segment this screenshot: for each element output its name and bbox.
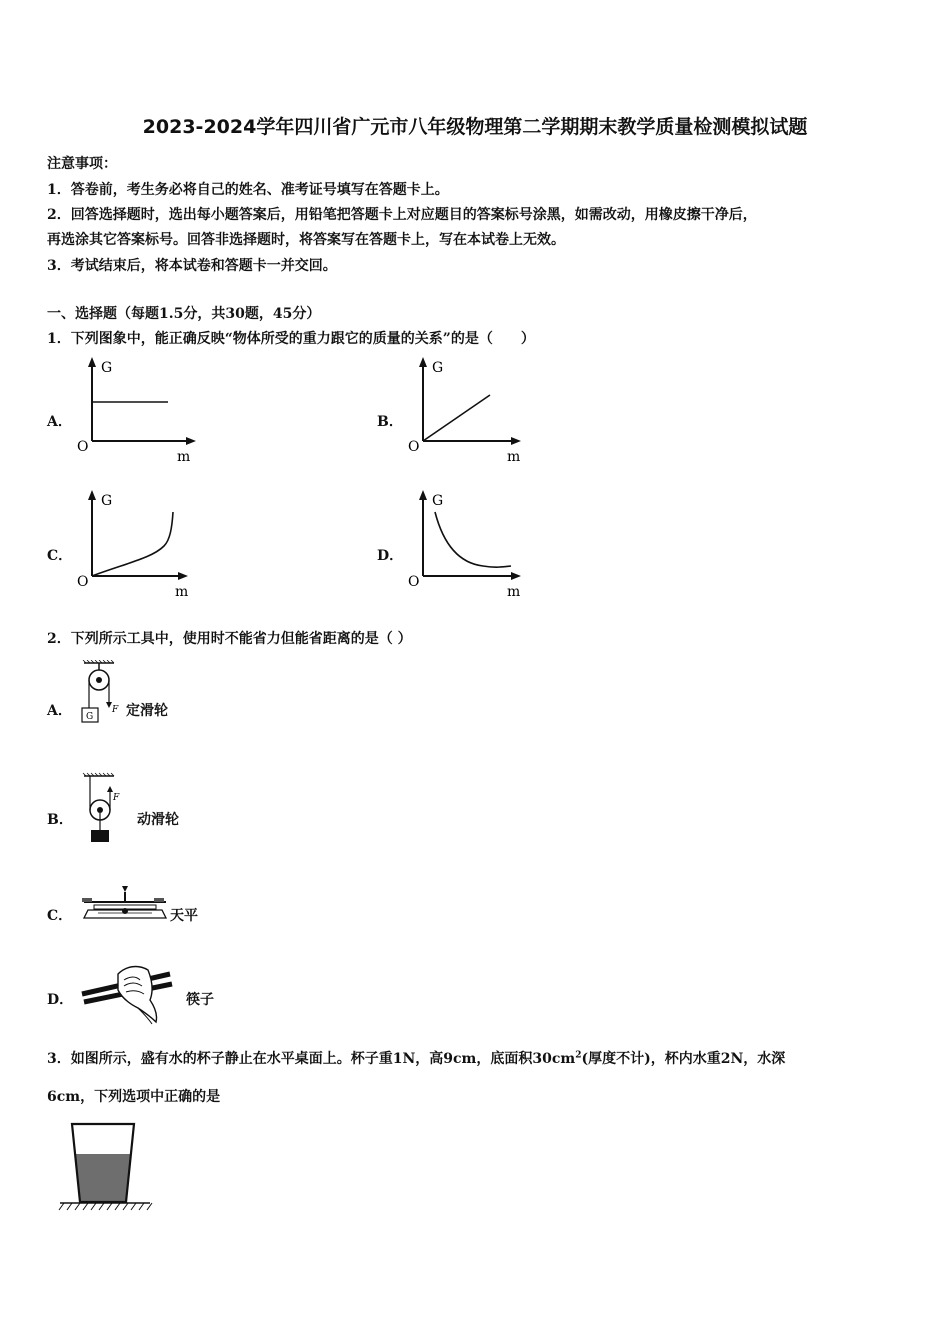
- origin-label: O: [77, 439, 89, 455]
- notice-item-3: 3．考试结束后，将本试卷和答题卡一并交回。: [47, 258, 337, 274]
- origin-label: O: [77, 574, 89, 590]
- water-cup-figure: [58, 1120, 158, 1214]
- axis-g-label: G: [432, 493, 444, 509]
- axis-m-label: m: [507, 449, 521, 465]
- q2-option-a-label: A．: [47, 703, 72, 719]
- origin-label: O: [408, 574, 420, 590]
- q2-option-c-label: C．: [47, 908, 73, 924]
- notice-item-2: 2．回答选择题时，选出每小题答案后，用铅笔把答题卡上对应题目的答案标号涂黑，如需改动，用橡皮擦干净后，: [47, 207, 757, 223]
- q2-option-c-text: 天平: [170, 908, 198, 924]
- q2-option-b-label: B．: [47, 812, 73, 828]
- movable-pulley-icon: [80, 772, 130, 846]
- q1-graph-d: [403, 488, 533, 600]
- q2-option-a-text: 定滑轮: [126, 703, 168, 719]
- fixed-pulley-icon: [78, 660, 124, 730]
- q3-stem-line1: 3．如图所示，盛有水的杯子静止在水平桌面上。杯子重1N，高9cm，底面积$30cm^2$(厚度不计)，杯内水重2N，水深: [47, 1050, 786, 1067]
- origin-label: O: [408, 439, 420, 455]
- q1-option-a-label: A．: [47, 414, 72, 430]
- chopsticks-hand-icon: [78, 960, 178, 1026]
- axis-g-label: G: [101, 360, 113, 376]
- balance-scale-icon: [78, 882, 170, 926]
- q2-option-d-text: 筷子: [186, 992, 214, 1008]
- notice-item-2-cont: 再选涂其它答案标号。回答非选择题时，将答案写在答题卡上，写在本试卷上无效。: [47, 232, 565, 248]
- force-label: F: [113, 793, 120, 803]
- axis-g-label: G: [432, 360, 444, 376]
- force-label: F: [112, 705, 119, 715]
- notice-heading: 注意事项：: [47, 156, 117, 172]
- q1-option-d-label: D．: [377, 548, 404, 564]
- weight-label: G: [86, 712, 94, 722]
- q3-stem-line2: 6cm，下列选项中正确的是: [47, 1089, 221, 1105]
- axis-g-label: G: [101, 493, 113, 509]
- section-heading: 一、选择题（每题1.5分，共30题，45分）: [47, 306, 321, 322]
- page-title: 2023-2024学年四川省广元市八年级物理第二学期期末教学质量检测模拟试题: [142, 116, 808, 138]
- q2-stem: 2．下列所示工具中，使用时不能省力但能省距离的是（ ）: [47, 631, 412, 647]
- q1-option-c-label: C．: [47, 548, 73, 564]
- q2-option-b-text: 动滑轮: [137, 812, 179, 828]
- axis-m-label: m: [175, 584, 189, 600]
- q1-graph-c: [72, 488, 202, 600]
- q2-option-d-label: D．: [47, 992, 74, 1008]
- axis-m-label: m: [177, 449, 191, 465]
- axis-m-label: m: [507, 584, 521, 600]
- q1-option-b-label: B．: [377, 414, 403, 430]
- q1-stem: 1．下列图象中，能正确反映“物体所受的重力跟它的质量的关系”的是（ ）: [47, 331, 535, 347]
- q1-graph-b: [403, 355, 533, 465]
- q1-graph-a: [72, 355, 202, 465]
- notice-item-1: 1．答卷前，考生务必将自己的姓名、准考证号填写在答题卡上。: [47, 182, 449, 198]
